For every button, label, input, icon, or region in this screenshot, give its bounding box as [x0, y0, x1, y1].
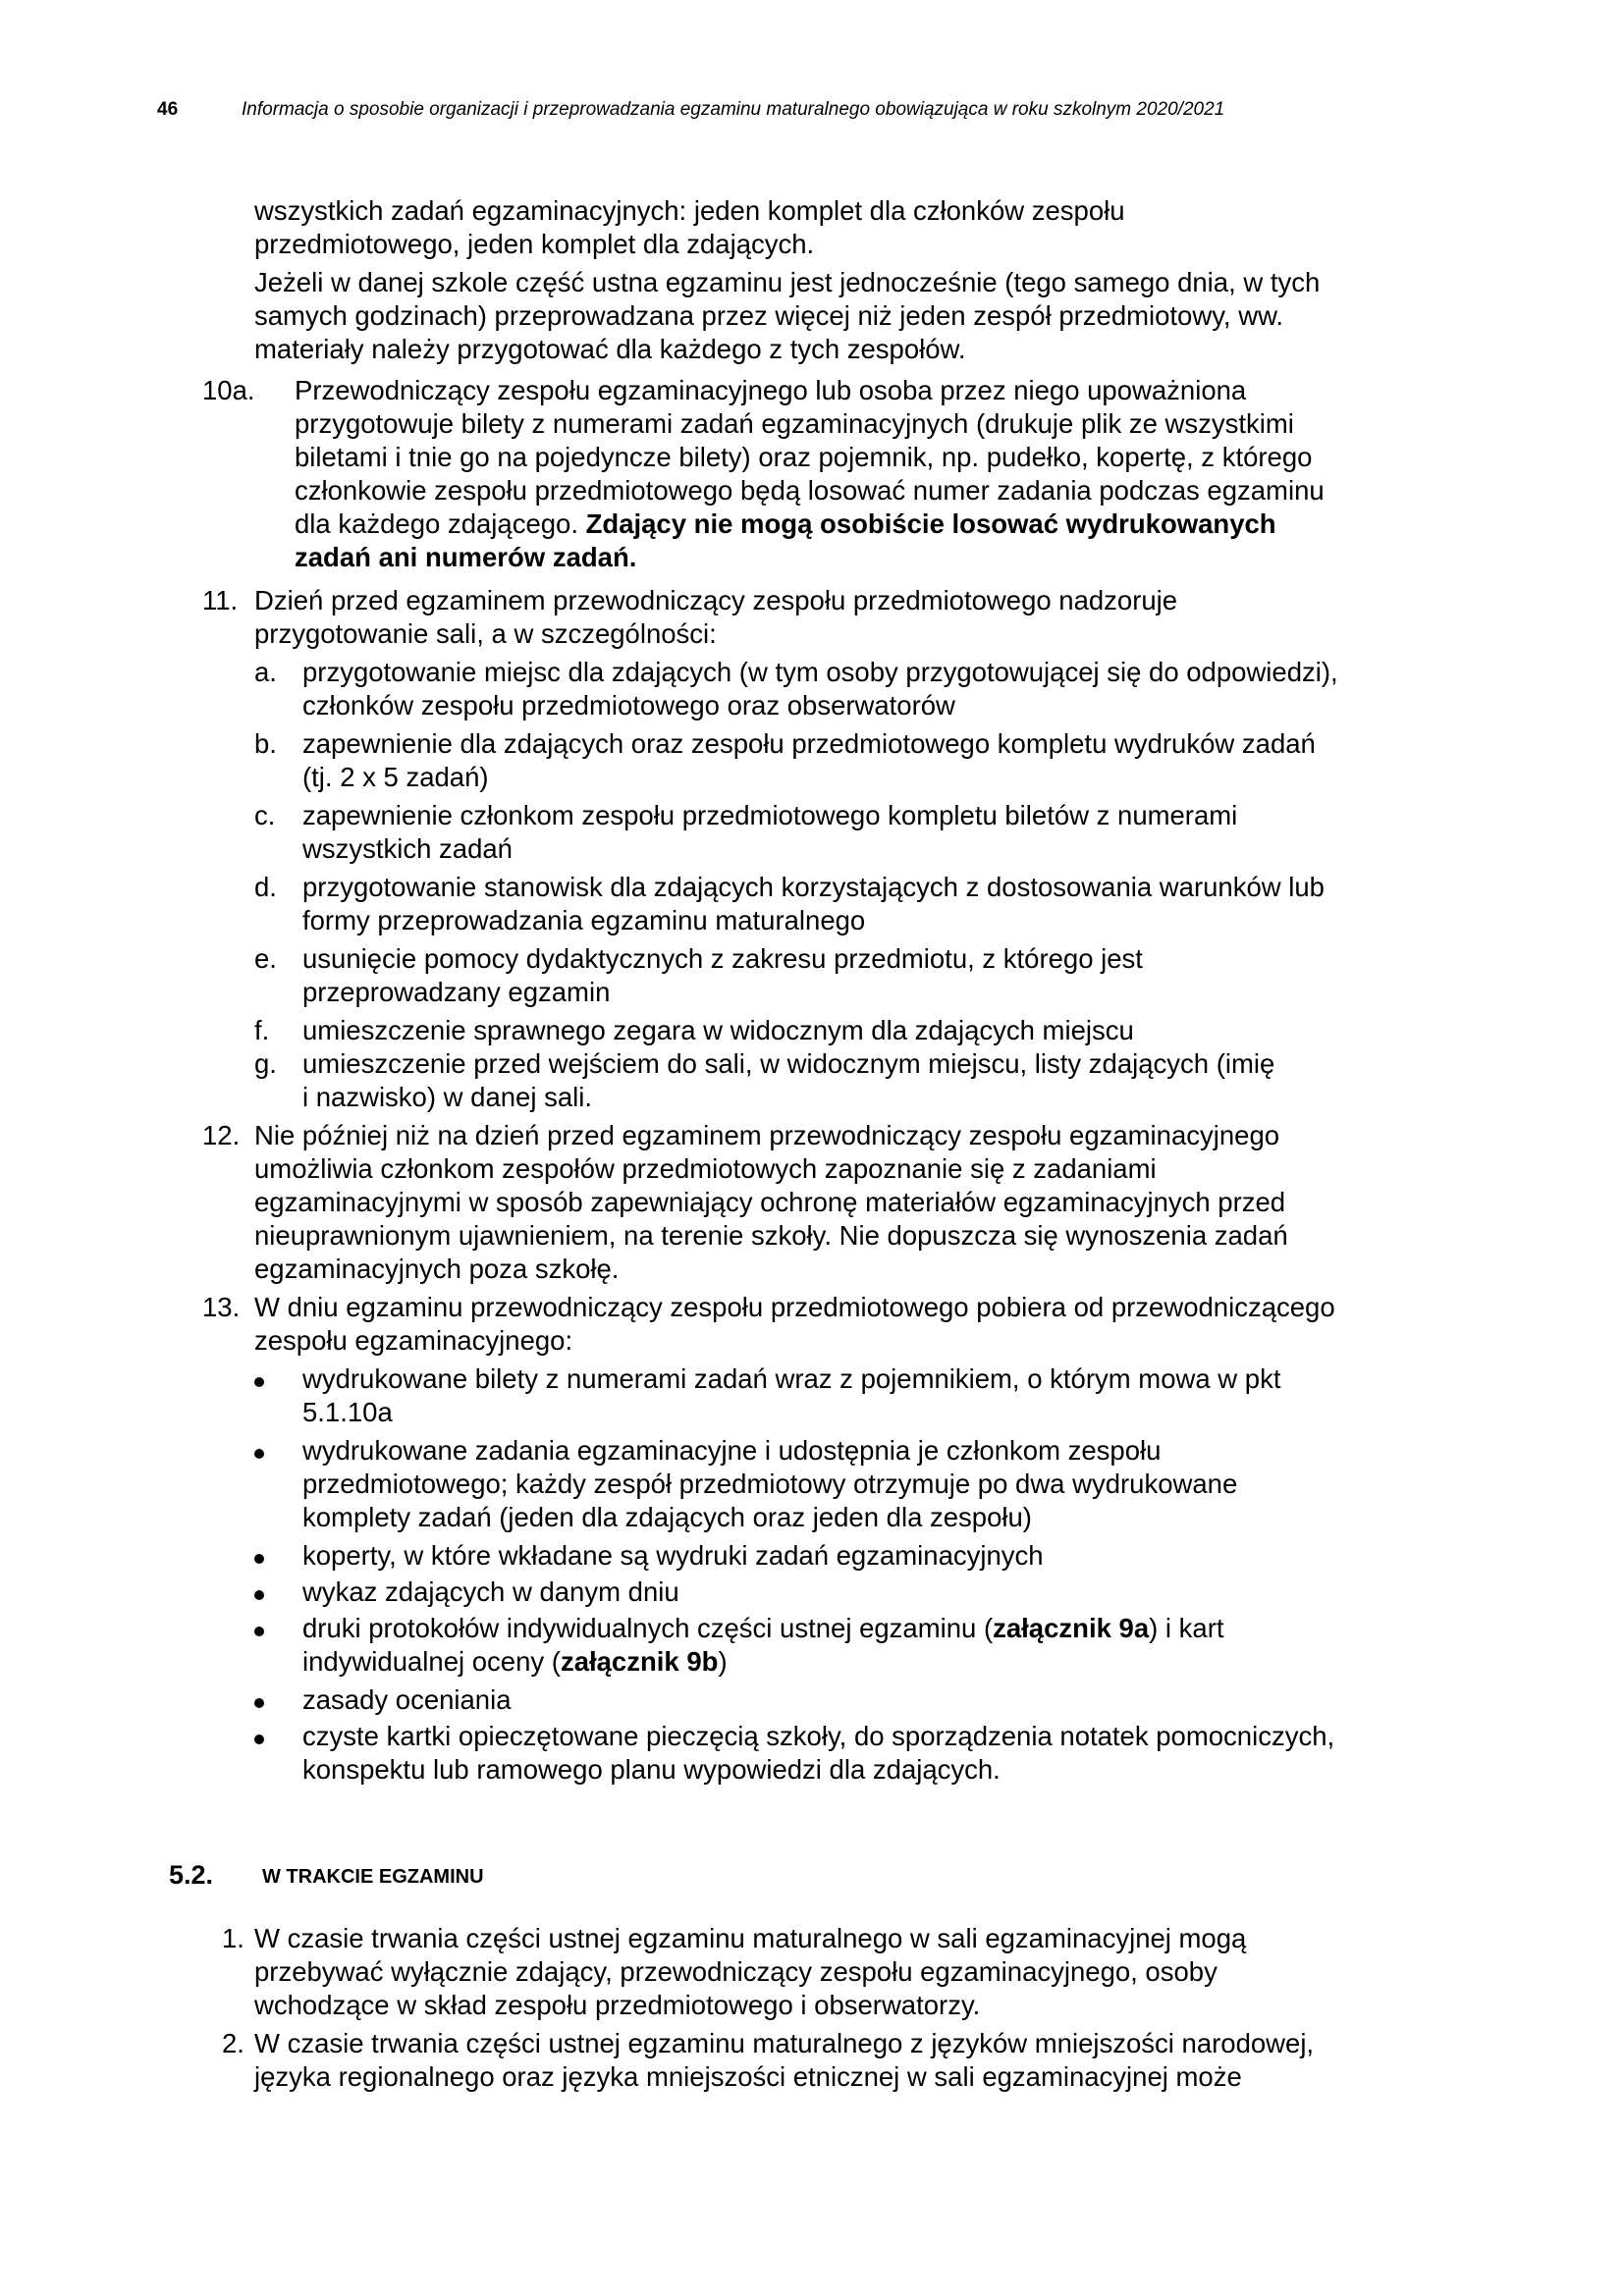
item-13-line: zespołu egzaminacyjnego:	[254, 1325, 573, 1356]
bullet-line: zasady oceniania	[302, 1684, 512, 1715]
bullet-text: druki protokołów indywidualnych części ustnej egzaminu (	[302, 1613, 994, 1643]
subitem-line: umieszczenie przed wejściem do sali, w widocznym miejscu, listy zdających (imię	[302, 1048, 1275, 1079]
item-10a-line: przygotowuje bilety z numerami zadań egzaminacyjnych (drukuje plik ze wszystkimi	[295, 408, 1294, 439]
bullet-icon	[254, 1377, 264, 1387]
item-10a-text: dla każdego zdającego.	[295, 508, 586, 539]
subitem-line: zapewnienie członkom zespołu przedmiotowego kompletu biletów z numerami	[302, 800, 1238, 830]
subitem-line: przygotowanie miejsc dla zdających (w tym osoby przygotowującej się do odpowiedzi),	[302, 657, 1338, 687]
item-10a-line: Przewodniczący zespołu egzaminacyjnego lub osoba przez niego upoważniona	[295, 375, 1247, 405]
bullet-line: koperty, w które wkładane są wydruki zadań egzaminacyjnych	[302, 1540, 1044, 1571]
running-header	[157, 96, 1473, 124]
bullet-text: )	[718, 1646, 728, 1677]
bullet-icon	[254, 1735, 264, 1744]
item-12-line: umożliwia członkom zespołów przedmiotowych zapoznanie się z zadaniami	[254, 1153, 1157, 1184]
bullet-line: przedmiotowego; każdy zespół przedmiotowy otrzymuje po dwa wydrukowane	[302, 1468, 1238, 1499]
intro-line: przedmiotowego, jeden komplet dla zdających.	[254, 229, 815, 259]
bullet-line: konspektu lub ramowego planu wypowiedzi dla zdających.	[302, 1754, 1001, 1785]
intro-line: Jeżeli w danej szkole część ustna egzaminu jest jednocześnie (tego samego dnia, w tych	[254, 267, 1321, 297]
subitem-line: i nazwisko) w danej sali.	[302, 1082, 592, 1112]
subitem-letter: f.	[254, 1015, 270, 1045]
section-item-line: przebywać wyłącznie zdający, przewodniczący zespołu egzaminacyjnego, osoby	[254, 1956, 1218, 1987]
subitem-line: wszystkich zadań	[302, 833, 513, 864]
section-item-line: wchodzące w skład zespołu przedmiotowego i obserwatorzy.	[254, 1990, 981, 2020]
subitem-letter: e.	[254, 943, 277, 974]
page-number: 46	[157, 99, 179, 120]
item-number-11: 11.	[202, 585, 239, 615]
subitem-line: zapewnienie dla zdających oraz zespołu przedmiotowego kompletu wydruków zadań	[302, 728, 1316, 759]
subitem-letter: b.	[254, 728, 277, 759]
item-10a-line: członkowie zespołu przedmiotowego będą losować numer zadania podczas egzaminu	[295, 475, 1325, 506]
bullet-line: wydrukowane bilety z numerami zadań wraz z pojemnikiem, o którym mowa w pkt	[302, 1363, 1281, 1394]
section-title: W TRAKCIE EGZAMINU	[262, 1866, 484, 1888]
item-11-line: Dzień przed egzaminem przewodniczący zespołu przedmiotowego nadzoruje	[254, 585, 1178, 615]
item-10a-bold-text: Zdający nie mogą osobiście losować wydrukowanych	[585, 508, 1276, 539]
subitem-line: formy przeprowadzania egzaminu maturalnego	[302, 905, 866, 935]
bullet-icon	[254, 1590, 264, 1600]
subitem-line: (tj. 2 x 5 zadań)	[302, 762, 489, 792]
item-13-line: W dniu egzaminu przewodniczący zespołu przedmiotowego pobiera od przewodniczącego	[254, 1292, 1335, 1322]
subitem-line: członków zespołu przedmiotowego oraz obserwatorów	[302, 690, 955, 721]
subitem-line: przygotowanie stanowisk dla zdających korzystających z dostosowania warunków lub	[302, 872, 1325, 902]
attachment-ref-9b: załącznik 9b	[560, 1646, 719, 1677]
subitem-letter: a.	[254, 657, 277, 687]
bullet-icon	[254, 1449, 264, 1459]
item-10a-line	[295, 507, 1276, 541]
header-title: Informacja o sposobie organizacji i przeprowadzania egzaminu maturalnego obowiązująca w roku szkolnym 2020/2021	[242, 99, 1225, 120]
bullet-line: 5.1.10a	[302, 1397, 393, 1427]
subitem-letter: c.	[254, 800, 276, 830]
subitem-line: umieszczenie sprawnego zegara w widocznym dla zdających miejscu	[302, 1015, 1134, 1045]
item-11-line: przygotowanie sali, a w szczególności:	[254, 618, 717, 649]
bullet-icon	[254, 1698, 264, 1708]
bullet-line: wydrukowane zadania egzaminacyjne i udostępnia je członkom zespołu	[302, 1435, 1162, 1466]
section-item-line: języka regionalnego oraz języka mniejszości etnicznej w sali egzaminacyjnej może	[254, 2061, 1242, 2092]
section-item-line: W czasie trwania części ustnej egzaminu maturalnego z języków mniejszości narodowej,	[254, 2028, 1315, 2058]
item-number-10a: 10a.	[202, 375, 255, 405]
subitem-letter: d.	[254, 872, 277, 902]
bullet-line	[302, 1645, 728, 1679]
item-number-13: 13.	[202, 1292, 241, 1322]
bullet-text: indywidualnej oceny (	[302, 1646, 561, 1677]
bullet-icon	[254, 1554, 264, 1564]
attachment-ref-9a: załącznik 9a	[993, 1613, 1150, 1643]
intro-line: materiały należy przygotować dla każdego z tych zespołów.	[254, 334, 966, 364]
item-12-line: Nie później niż na dzień przed egzaminem przewodniczący zespołu egzaminacyjnego	[254, 1120, 1280, 1150]
item-12-line: egzaminacyjnych poza szkołę.	[254, 1254, 620, 1284]
item-number: 2.	[222, 2028, 244, 2058]
intro-line: samych godzinach) przeprowadzana przez więcej niż jeden zespół przedmiotowy, ww.	[254, 300, 1284, 331]
bullet-text: ) i kart	[1149, 1613, 1224, 1643]
item-12-line: egzaminacyjnymi w sposób zapewniający ochronę materiałów egzaminacyjnych przed	[254, 1187, 1286, 1217]
bullet-line: komplety zadań (jeden dla zdających oraz jeden dla zespołu)	[302, 1502, 1032, 1532]
bullet-icon	[254, 1627, 264, 1636]
item-10a-bold-line: zadań ani numerów zadań.	[295, 542, 637, 572]
subitem-line: usunięcie pomocy dydaktycznych z zakresu przedmiotu, z którego jest	[302, 943, 1143, 974]
item-number: 1.	[222, 1923, 244, 1953]
bullet-line: czyste kartki opieczętowane pieczęcią szkoły, do sporządzenia notatek pomocniczych,	[302, 1721, 1335, 1751]
subitem-letter: g.	[254, 1048, 277, 1079]
bullet-line	[302, 1612, 1224, 1645]
section-item-line: W czasie trwania części ustnej egzaminu maturalnego w sali egzaminacyjnej mogą	[254, 1923, 1247, 1953]
item-number-12: 12.	[202, 1120, 241, 1150]
bullet-line: wykaz zdających w danym dniu	[302, 1576, 679, 1607]
section-number: 5.2.	[169, 1860, 214, 1890]
item-12-line: nieuprawnionym ujawnieniem, na terenie szkoły. Nie dopuszcza się wynoszenia zadań	[254, 1220, 1288, 1251]
item-10a-line: biletami i tnie go na pojedyncze bilety) oraz pojemnik, np. pudełko, kopertę, z którego	[295, 442, 1313, 472]
intro-line: wszystkich zadań egzaminacyjnych: jeden komplet dla członków zespołu	[254, 195, 1125, 226]
subitem-line: przeprowadzany egzamin	[302, 977, 611, 1007]
